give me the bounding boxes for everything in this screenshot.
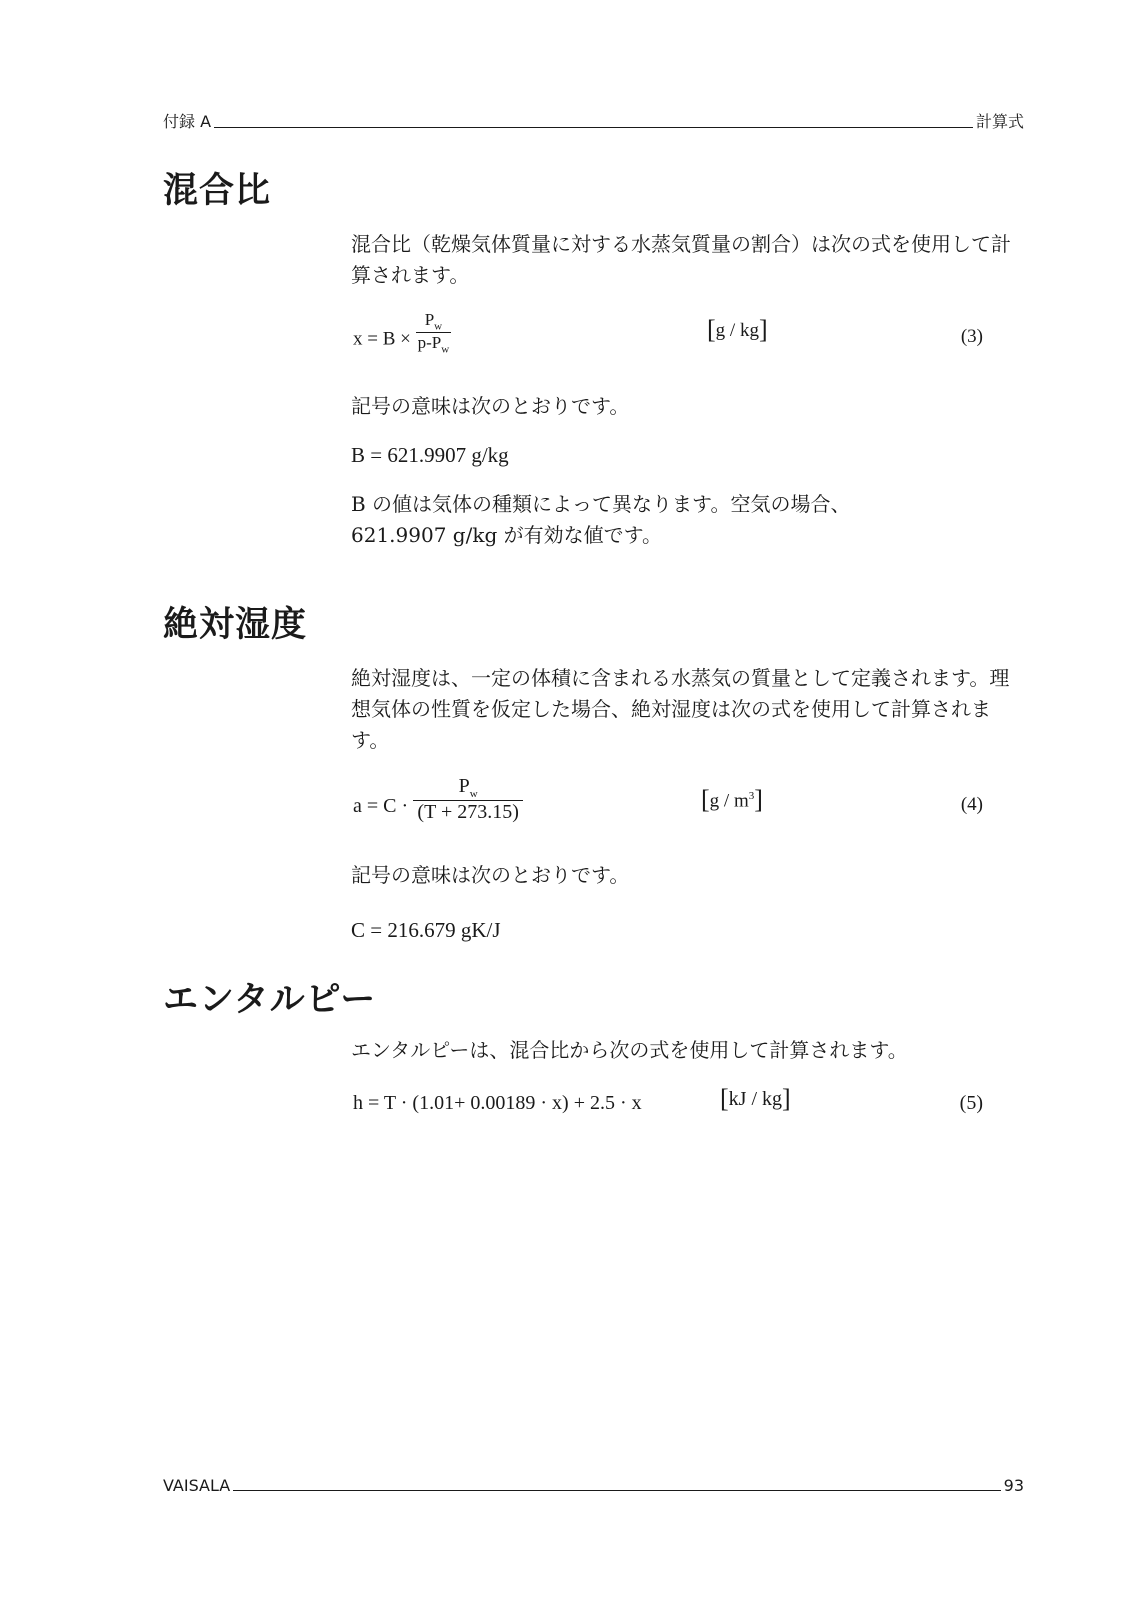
footer-brand: VAISALA [163, 1476, 231, 1495]
equation-4-unit: $[g / m^3]$ [701, 785, 763, 815]
equation-4 [353, 776, 983, 838]
equation-5 [353, 1084, 983, 1122]
page-number: 93 [1003, 1476, 1024, 1495]
equation-4-numerator: $P_w$ [413, 775, 523, 801]
equation-3 [353, 312, 983, 368]
header-rule [214, 126, 973, 128]
absolute-humidity-symbols-intro: 記号の意味は次のとおりです。 [351, 863, 630, 887]
equation-3-lhs: x = B × [353, 328, 411, 350]
section-title-mixing-ratio: 混合比 [163, 171, 272, 211]
section-title-enthalpy: エンタルピー [163, 980, 377, 1020]
equation-5-formula: h = T · (1.01+ 0.00189 · x) + 2.5 · x [353, 1092, 642, 1114]
equation-4-formula [353, 775, 523, 824]
equation-3-fraction [416, 310, 452, 356]
footer-rule [233, 1489, 1000, 1491]
section-title-absolute-humidity: 絶対湿度 [163, 605, 308, 645]
absolute-humidity-constant: C = 216.679 gK/J [351, 918, 501, 942]
mixing-ratio-symbols-intro: 記号の意味は次のとおりです。 [351, 394, 630, 418]
mixing-ratio-constant: B = 621.9907 g/kg [351, 443, 509, 467]
header-chapter: 付録 A [163, 112, 212, 131]
equation-4-number: (4) [960, 794, 983, 815]
equation-3-numerator: $P_w$ [416, 310, 452, 333]
equation-3-formula [353, 310, 451, 356]
equation-3-number: (3) [960, 326, 983, 347]
header-section: 計算式 [975, 112, 1024, 131]
mixing-ratio-intro: 混合比（乾燥気体質量に対する水蒸気質量の割合）は次の式を使用して計算されます。 [351, 232, 1011, 287]
equation-5-number: (5) [959, 1092, 983, 1114]
equation-5-unit: [kJ / kg] [720, 1084, 791, 1113]
mixing-ratio-note: B の値は気体の種類によって異なります。空気の場合、621.9907 g/kg が有効な値です。 [351, 492, 851, 547]
page-footer [163, 1476, 1024, 1495]
absolute-humidity-intro: 絶対湿度は、一定の体積に含まれる水蒸気の質量として定義されます。理想気体の性質を仮定した場合、絶対湿度は次の式を使用して計算されます。 [351, 666, 1010, 752]
equation-4-lhs: a = C · [353, 795, 409, 818]
enthalpy-intro: エンタルピーは、混合比から次の式を使用して計算されます。 [351, 1038, 908, 1062]
equation-3-unit: [g / kg] [707, 315, 768, 344]
equation-4-denominator: (T + 273.15) [417, 801, 519, 823]
equation-3-denominator: $p-P_w$ [417, 333, 450, 356]
equation-4-fraction [413, 775, 523, 824]
page-header [163, 109, 1024, 132]
